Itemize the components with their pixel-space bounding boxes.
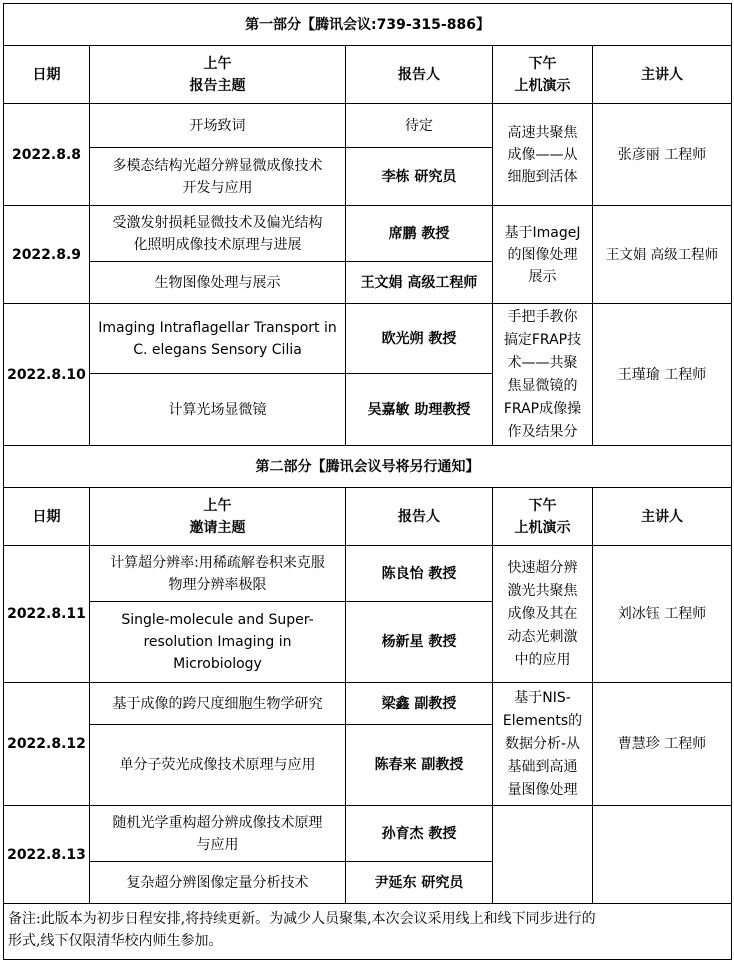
lecturer-cell: 张彦丽 工程师: [593, 104, 732, 206]
topic-cell: 单分子荧光成像技术原理与应用: [90, 725, 346, 806]
section-title-row: [4, 4, 732, 46]
topic-cell: Single-molecule and Super- resolution Imaging in Microbiology: [90, 602, 346, 683]
table-row: [4, 104, 732, 148]
speaker-cell: 欧光朔 教授: [346, 304, 493, 374]
topic-cell: 多模态结构光超分辨显微成像技术 开发与应用: [90, 148, 346, 206]
speaker-cell: 吴嘉敏 助理教授: [346, 374, 493, 446]
part2-title: 第二部分【腾讯会议号将另行通知】: [4, 446, 732, 488]
demo-cell: [493, 806, 593, 904]
topic-cell: 基于成像的跨尺度细胞生物学研究: [90, 683, 346, 725]
speaker-cell: 陈良怡 教授: [346, 546, 493, 602]
topic-cell: 生物图像处理与展示: [90, 262, 346, 304]
topic-cell: 随机光学重构超分辨成像技术原理 与应用: [90, 806, 346, 862]
date-cell: 2022.8.8: [4, 104, 90, 206]
speaker-cell: 杨新星 教授: [346, 602, 493, 683]
topic-cell: 开场致词: [90, 104, 346, 148]
lecturer-cell: 曹慧珍 工程师: [593, 683, 732, 806]
header-date: 日期: [4, 46, 90, 104]
speaker-cell: 陈春来 副教授: [346, 725, 493, 806]
section-title-row: [4, 446, 732, 488]
topic-cell: 计算超分辨率:用稀疏解卷积来克服 物理分辨率极限: [90, 546, 346, 602]
speaker-cell: 梁鑫 副教授: [346, 683, 493, 725]
table-row: [4, 546, 732, 602]
date-cell: 2022.8.10: [4, 304, 90, 446]
topic-cell: 计算光场显微镜: [90, 374, 346, 446]
header-row: [4, 46, 732, 104]
table-row: [4, 683, 732, 725]
part1-title: 第一部分【腾讯会议:739-315-886】: [4, 4, 732, 46]
lecturer-cell: 王瑾瑜 工程师: [593, 304, 732, 446]
speaker-cell: 李栋 研究员: [346, 148, 493, 206]
topic-cell: 受激发射损耗显微技术及偏光结构 化照明成像技术原理与进展: [90, 206, 346, 262]
topic-cell: Imaging Intraflagellar Transport in C. elegans Sensory Cilia: [90, 304, 346, 374]
demo-cell: 手把手教你 搞定FRAP技 术——共聚 焦显微镜的 FRAP成像操 作及结果分: [493, 304, 593, 446]
lecturer-cell: 刘冰钰 工程师: [593, 546, 732, 683]
header-date: 日期: [4, 488, 90, 546]
speaker-cell: 尹延东 研究员: [346, 862, 493, 904]
note-row: [4, 904, 732, 960]
date-cell: 2022.8.9: [4, 206, 90, 304]
demo-cell: 基于ImageJ 的图像处理 展示: [493, 206, 593, 304]
speaker-cell: 孙育杰 教授: [346, 806, 493, 862]
lecturer-cell: 王文娟 高级工程师: [593, 206, 732, 304]
demo-cell: 基于NIS- Elements的 数据分析-从 基础到高通 量图像处理: [493, 683, 593, 806]
header-lecturer: 主讲人: [593, 488, 732, 546]
header-pm: 下午 上机演示: [493, 488, 593, 546]
speaker-cell: 席鹏 教授: [346, 206, 493, 262]
lecturer-cell: [593, 806, 732, 904]
speaker-cell: 待定: [346, 104, 493, 148]
table-row: [4, 304, 732, 374]
speaker-cell: 王文娟 高级工程师: [346, 262, 493, 304]
topic-cell: 复杂超分辨图像定量分析技术: [90, 862, 346, 904]
header-pm: 下午 上机演示: [493, 46, 593, 104]
header-am: 上午 邀请主题: [90, 488, 346, 546]
header-am: 上午 报告主题: [90, 46, 346, 104]
header-lecturer: 主讲人: [593, 46, 732, 104]
header-speaker: 报告人: [346, 488, 493, 546]
note-text: 备注:此版本为初步日程安排,将持续更新。为减少人员聚集,本次会议采用线上和线下同步进行的 形式,线下仅限清华校内师生参加。: [4, 904, 732, 960]
table-row: [4, 206, 732, 262]
header-row: [4, 488, 732, 546]
table-row: [4, 806, 732, 862]
demo-cell: 高速共聚焦 成像——从 细胞到活体: [493, 104, 593, 206]
demo-cell: 快速超分辨 激光共聚焦 成像及其在 动态光刺激 中的应用: [493, 546, 593, 683]
schedule-table: [3, 3, 732, 960]
date-cell: 2022.8.11: [4, 546, 90, 683]
date-cell: 2022.8.12: [4, 683, 90, 806]
date-cell: 2022.8.13: [4, 806, 90, 904]
header-speaker: 报告人: [346, 46, 493, 104]
